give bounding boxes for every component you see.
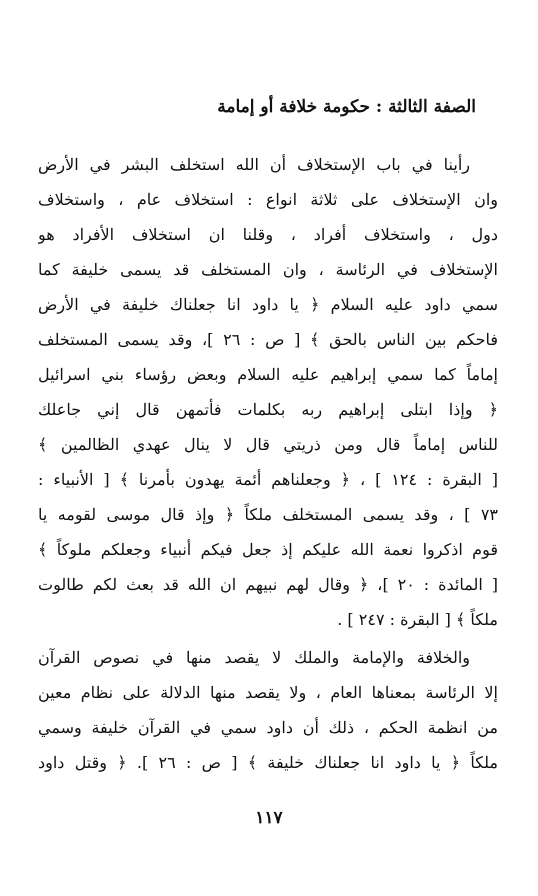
- text-line: [ البقرة : ١٢٤ ] ، ﴿ وجعلناهم أئمة يهدون بأمرنا ﴾ [ الأنبياء :: [38, 470, 498, 489]
- text-line: من انظمة الحكم ، ذلك أن داود سمي في القرآن خليفة وسمي: [38, 718, 498, 737]
- text-line: ﴿ وإذا ابتلى إبراهيم ربه بكلمات فأتمهن قال إني جاعلك: [38, 400, 498, 419]
- text-line: فاحكم بين الناس بالحق ﴾ [ ص : ٢٦ ]، وقد يسمى المستخلف: [38, 330, 498, 349]
- text-line: [ المائدة : ٢٠ ]، ﴿ وقال لهم نبيهم ان الله قد بعث لكم طالوت: [38, 575, 498, 594]
- paragraph-2: [38, 640, 498, 780]
- text-line: ملكاً ﴿ يا داود انا جعلناك خليفة ﴾ [ ص : ٢٦ ]. ﴿ وقتل داود: [38, 753, 498, 772]
- text-line: ٧٣ ] ، وقد يسمى المستخلف ملكاً ﴿ وإذ قال موسى لقومه يا: [38, 505, 498, 524]
- text-line: إلا الرئاسة بمعناها العام ، ولا يقصد منها الدلالة على نظام معين: [38, 683, 498, 702]
- text-line: ملكاً ﴾ [ البقرة : ٢٤٧ ] .: [337, 610, 498, 629]
- text-line: رأينا في باب الإستخلاف أن الله استخلف البشر في الأرض: [38, 155, 470, 174]
- page-number: ١١٧: [255, 808, 283, 828]
- section-heading: الصفة الثالثة : حكومة خلافة أو إمامة: [217, 97, 476, 117]
- text-line: سمي داود عليه السلام ﴿ يا داود انا جعلناك خليفة في الأرض: [38, 295, 498, 314]
- text-line: الإستخلاف في الرئاسة ، وان المستخلف قد يسمى خليفة كما: [38, 260, 498, 279]
- text-line: إماماً كما سمي إبراهيم عليه السلام وبعض رؤساء بني اسرائيل: [38, 365, 498, 384]
- text-line: والخلافة والإمامة والملك لا يقصد منها في نصوص القرآن: [38, 648, 470, 667]
- text-line: دول ، واستخلاف أفراد ، وقلنا ان استخلاف الأفراد هو: [38, 225, 498, 244]
- text-line: وان الإستخلاف على ثلاثة انواع : استخلاف عام ، واستخلاف: [38, 190, 498, 209]
- text-line: قوم اذكروا نعمة الله عليكم إذ جعل فيكم أنبياء وجعلكم ملوكاً ﴾: [38, 540, 498, 559]
- paragraph-1: [38, 147, 498, 637]
- text-line: للناس إماماً قال ومن ذريتي قال لا ينال عهدي الظالمين ﴾: [38, 435, 498, 454]
